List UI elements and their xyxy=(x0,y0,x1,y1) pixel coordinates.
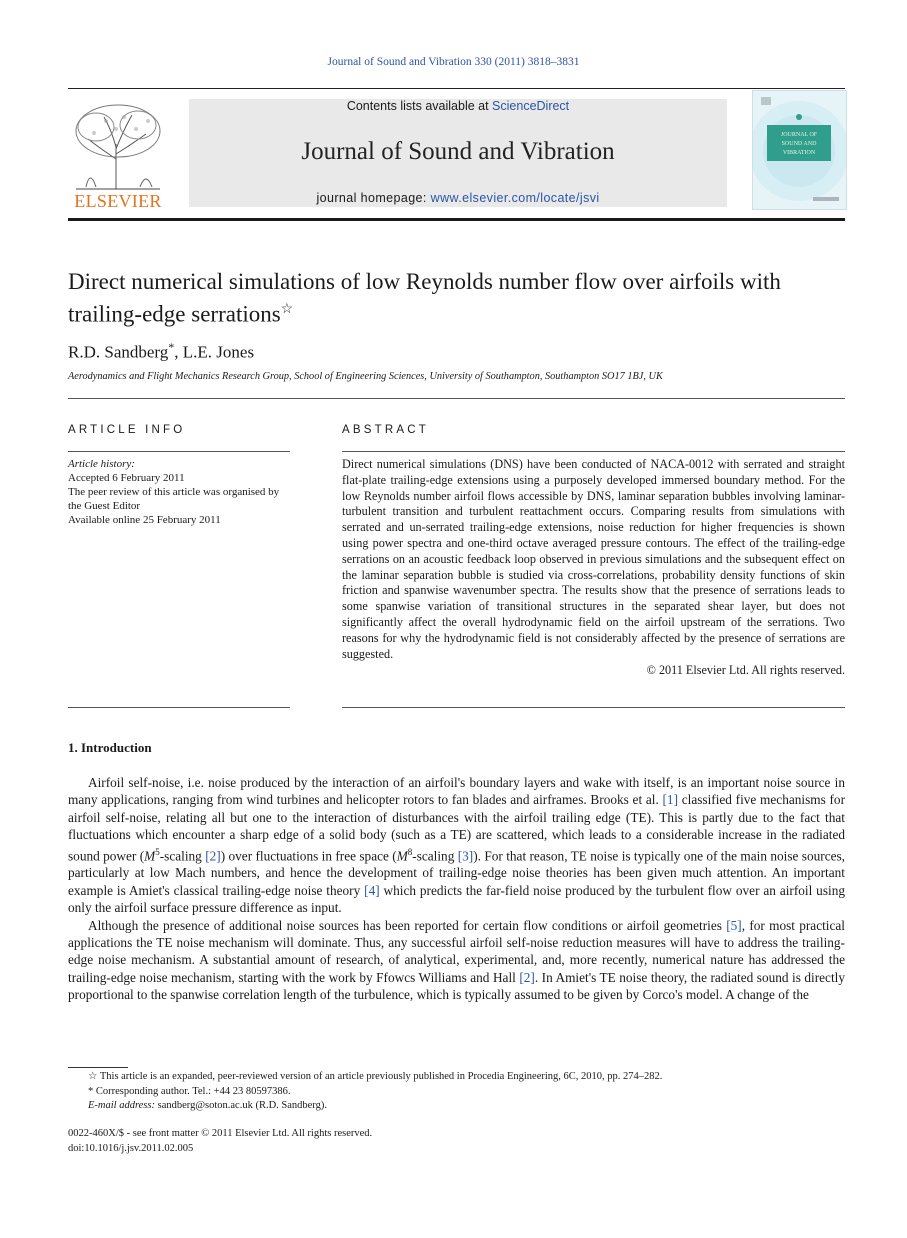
email-address[interactable]: sandberg@soton.ac.uk (R.D. Sandberg). xyxy=(154,1100,327,1111)
header-top-rule xyxy=(68,88,845,89)
author-2[interactable]: L.E. Jones xyxy=(182,342,255,362)
abstract-heading: ABSTRACT xyxy=(342,424,429,436)
footnote-1: ☆ This article is an expanded, peer-reviewed version of an article previously published in Procedia Engineering, 6C, 2010, pp. 274–282. xyxy=(88,1071,663,1082)
article-info-bottom-rule xyxy=(68,707,290,708)
history-online: Available online 25 February 2011 xyxy=(68,514,221,526)
ref-link-1[interactable]: [1] xyxy=(662,792,679,808)
history-peer-review: The peer review of this article was organised by the Guest Editor xyxy=(68,486,280,512)
history-accepted: Accepted 6 February 2011 xyxy=(68,472,185,484)
footnote-3 xyxy=(68,1099,845,1114)
introduction-heading: 1. Introduction xyxy=(68,740,152,755)
abstract-copyright: © 2011 Elsevier Ltd. All rights reserved. xyxy=(646,663,845,678)
article-title-text: Direct numerical simulations of low Reynolds number flow over airfoils with trailing-edge serrations xyxy=(68,269,781,327)
abstract-rule xyxy=(342,451,845,452)
author-separator: , xyxy=(174,342,183,362)
journal-cover-thumbnail[interactable] xyxy=(752,90,847,210)
issn-doi-block xyxy=(68,1127,372,1156)
abstract-bottom-rule xyxy=(342,707,845,708)
title-rule xyxy=(68,398,845,399)
homepage-line xyxy=(189,191,727,205)
elsevier-wordmark: ELSEVIER xyxy=(74,191,162,211)
journal-citation[interactable]: Journal of Sound and Vibration 330 (2011) 3818–3831 xyxy=(327,56,580,68)
ref-link-4[interactable]: [4] xyxy=(364,882,380,898)
footnote-2: * Corresponding author. Tel.: +44 23 80597386. xyxy=(88,1085,291,1097)
cover-title-line-2: SOUND AND xyxy=(781,141,817,147)
journal-name: Journal of Sound and Vibration xyxy=(301,138,615,165)
author-list xyxy=(68,340,254,363)
cover-title-line-3: VIBRATION xyxy=(782,150,816,156)
corresponding-author-mark[interactable]: * xyxy=(168,340,175,354)
abstract-paragraph: Direct numerical simulations (DNS) have been conducted of NACA-0012 with serrated and straight flat-plate trailing-edge extensions using a purposely developed immersed boundary method. For the low Reynolds number airfoil flows accessible by DNS, laminar separation bubbles involving laminar-turbulent transition and turbulent reattachment occurs. Comparing results from simulations with serrated and un-serrated trailing-edge extensions, noise reduction for higher frequencies is shown using power spectra and one-third octave averaged pressure contours. The effect of the trailing-edge serrations on an acoustic feedback loop observed in previous simulations and the subsequent effect on the laminar separation bubble is studied via cross-correlations, probability density functions of skin friction and spanwise wavenumber spectra. The results show that the presence of serrations leads to some spanwise variation of transitional structures in the separated shear layer, but does not significantly affect the overall hydrodynamic field on the airfoil upstream of the serrations. Two reasons for why the hydrodynamic field is not considerably affected by the presence of serrations are suggested. xyxy=(342,457,845,661)
header-bottom-rule xyxy=(68,218,845,221)
ref-link-5[interactable]: [5] xyxy=(726,917,742,933)
issn-line: 0022-460X/$ - see front matter © 2011 Elsevier Ltd. All rights reserved. xyxy=(68,1128,373,1139)
footnote-rule xyxy=(68,1067,128,1068)
footnote-star-mark: ☆ xyxy=(88,1071,98,1082)
doi-line[interactable]: doi:10.1016/j.jsv.2011.02.005 xyxy=(68,1142,194,1154)
article-history xyxy=(68,457,290,527)
affiliation: Aerodynamics and Flight Mechanics Research Group, School of Engineering Sciences, University of Southampton, Southampton SO17 1BJ, UK xyxy=(68,371,663,382)
author-1[interactable]: R.D. Sandberg xyxy=(68,342,169,362)
intro-paragraph-1: Airfoil self-noise, i.e. noise produced by the interaction of an airfoil's boundary layers and wake with itself, is an important noise source in many applications, ranging from wind turbines and helicopter rotors to fan blades and airframes. Brooks et al. [1] classified five mechanisms for airfoil self-noise, relating all but one to the interaction of disturbances with the airfoil trailing edge (TE). This is partly due to the fact that fluctuations which encounter a sharp edge of a solid body (such as a TE) are scattered, which leads to a considerable increase in the radiated sound power ($M^5$-scaling [2]) over fluctuations in free space ($M^8$-scaling [3]). For that reason, TE noise is typically one of the main noise sources, particularly at low Mach numbers, and hence the development of trailing-edge noise theories has been given much attention. An important example is Amiet's classical trailing-edge noise theory [4] which predicts the far-field noise produced by the turbulent flow over an airfoil using only the airfoil surface pressure difference as input. xyxy=(68,775,846,916)
footnotes xyxy=(68,1070,845,1114)
ref-link-2b[interactable]: [2] xyxy=(519,969,535,985)
contents-line xyxy=(189,99,727,113)
title-footnote-star[interactable]: ☆ xyxy=(280,302,294,317)
introduction-body xyxy=(68,774,845,1004)
homepage-prefix: journal homepage: xyxy=(316,191,431,205)
footnote-asterisk-mark: * xyxy=(88,1085,94,1097)
ref-link-2[interactable]: [2] xyxy=(205,848,221,864)
journal-homepage-link[interactable]: www.elsevier.com/locate/jsvi xyxy=(430,191,600,205)
intro-paragraph-2: Although the presence of additional noise sources has been reported for certain flow conditions or airfoil geometries [5], for most practical applications the TE noise mechanism will dominate. Thus, any successful airfoil self-noise reduction measures will have to address the trailing-edge noise mechanism. A substantial amount of research, of analytical, experimental, and, more recently, numerical nature has addressed the trailing-edge noise mechanism, starting with the work by Ffowcs Williams and Hall [2]. In Amiet's TE noise theory, the radiated sound is directly proportional to the spanwise correlation length of the turbulence, which is typically assumed to be given by Corco's model. A change of the xyxy=(68,917,845,1003)
article-info-rule xyxy=(68,451,290,452)
cover-title-line-1: JOURNAL OF xyxy=(780,132,818,138)
article-info-heading: ARTICLE INFO xyxy=(68,424,186,436)
history-label: Article history: xyxy=(68,458,135,470)
email-label: E-mail address: xyxy=(88,1100,155,1111)
abstract-body xyxy=(342,457,845,679)
ref-link-3[interactable]: [3] xyxy=(457,848,474,864)
sciencedirect-link[interactable]: ScienceDirect xyxy=(492,99,570,113)
article-title xyxy=(68,268,845,329)
contents-prefix: Contents lists available at xyxy=(346,99,493,113)
